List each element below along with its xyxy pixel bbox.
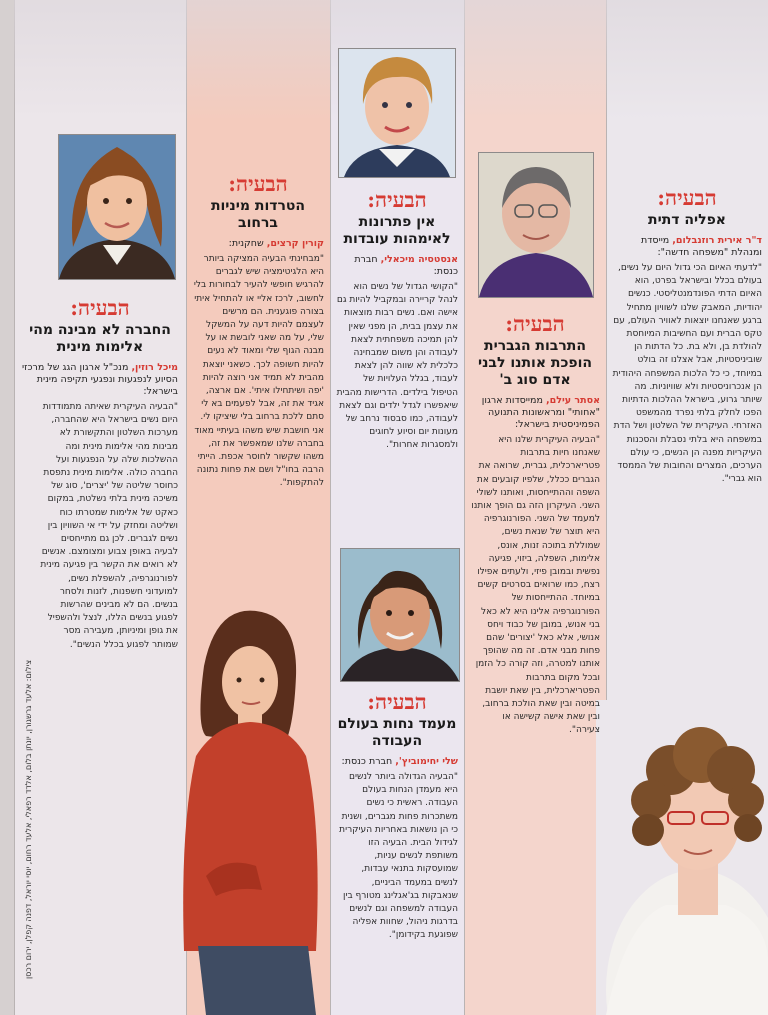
problem-tag: הבעיה: <box>228 171 288 196</box>
article-irit-rosenblum <box>612 186 762 702</box>
portrait-illustration <box>59 135 175 279</box>
photo-irit-rosenblum <box>596 700 768 1015</box>
byline <box>612 235 762 259</box>
article-anastasia-michaeli <box>336 188 458 516</box>
byline-name: מיכל רוזין, <box>131 362 178 373</box>
problem-tag: הבעיה: <box>367 187 427 212</box>
byline <box>336 756 458 768</box>
byline-role: ממייסדות ארגון "אחותי" ומראשונות התנועה הפמיניסטית בישראל: <box>481 395 600 430</box>
problem-tag: הבעיה: <box>70 295 130 320</box>
headline: אין פתרונות לאימהות עובדות <box>343 214 451 247</box>
byline-role: שחקנית: <box>228 238 264 249</box>
page-gutter <box>0 0 14 1015</box>
byline-role: חברת כנסת: <box>341 756 393 767</box>
byline <box>22 362 178 398</box>
quote-text: "לדעתי האיום הכי גדול היום על נשים, בעולם בכלל ובישראל בפרט, הוא האיום הדתי הפונדמנטליסטי. כנשים יהודיות, המאבק שלנו לשוויון מתחיל ברגע שאנחנו יוצאות לאוויר העולם, עם טקס הברית ועם החשיבות המיוחסת להולדת בן, ולא בת. כל הדתות הן שוביניסטיות, אבל אצלנו זה בולט במיוחד, כי כל הלכות המשפחה היהודית הן אנכרוניסטיות ולא שוויוניות. מה שיותר גרוע, בישראל ההלכות הדתיות הפכו לחלק בלתי נפרד מהמשפט האזרחי. העיקרית של השלטון ושל הדת במשפחה היא בלתי נסבלת והסכנות העיקריות מפנה הן הנשים, כי עולם הערכים, המצרים והחובות של הממסד הוא גברי". <box>612 263 762 485</box>
portrait-illustration <box>176 606 334 1015</box>
byline-name: ד"ר אירית רוזנבלום, <box>672 235 762 246</box>
article-esther-eilam <box>470 312 600 894</box>
headline: התרבות הגברית הופכת אותנו לבני אדם סוג ב' <box>477 338 593 388</box>
headline: מעמד נחות בעולם העבודה <box>337 716 457 749</box>
byline-name: אסתר עילם, <box>546 395 600 406</box>
byline-role: חברת כנסת: <box>354 254 458 277</box>
portrait-illustration <box>596 700 768 1015</box>
problem-tag: הבעיה: <box>505 311 565 336</box>
quote-text: "הבעיה העיקרית שאיתה מתמודדות היום נשים בישראל היא שהחברה, מערכות השלטון והתקשורת לא מבינות מהי אלימות מינית ומה ההשלכות שלה על הנפגעות ועל החברה כולה. אלימות מינית נתפסת כחוסר שליטה של 'יצרים', סוג של משיכה מינית בלתי נשלטת, במקום כאקט של אלימות שמטרתו כוח ושליטה ומחזק על ידי אי השוויון בין נשים לגברים. לכן גם מתייחסים לבעיה באופן צבוע ומצומצם. אנשים לא רואים את הקשר בין פגיעה מינית לפורנוגרפיה, להשפלת נשים, למועדוני חשפנות, לזנות ולסחר בנשים. הם לא מבינים שהרשות לפגוע בנשים הללו, לנצל ולהשפיל את גופן ומיניותן, מעבירה מסר שמותר לפגוע בכלל הנשים". <box>40 402 178 650</box>
quote-text: "מבחינתי הבעיה המציקה ביותר היא הלגיטימציה שיש לגברים להרגיש חופשי להעיר לבחורות בלי לחשוב, לרכז אליי או להתחיל איתי בצורה פוגענית. הם מרשים לעצמם להיות דעה על המשקל שלי, על מה שאני לובשת או על מבנה הגוף שלי ומאוד לא נעים להיות חשופה לכך. כשאני יוצאת מהבית לא תמיד אני רוצה להיות 'יפה ושיתחילו איתי'. אם ארצה, אגיד את זה, אבל לפעמים בא לי סתם ללכת ברחוב בלי שיציקו לי. אני חושבת שיש משהו בעיתיי מאוד בחברה שלנו שמאפשר את זה, משהו שקשור לחוסר אכפת. הייתי הרבה בחו"ל ושם את פחות נתונה להתקפות". <box>193 254 324 489</box>
quote-text: "הקושי הגדול של נשים הוא לנהל קריירה ובמקביל להיות גם אישה ואם. נשים רבות מוצאות את עצמן בבית, הן מפני שאין להן תמיכה משפחתית לצאת לעבודה והן משום שמבחינה כלכלית לא שווה להן לצאת לעבוד, בגלל העלויות של הטיפול בילדים. הדרישות מהבית שיאפשרו לגדל ילדים וגם לצאת לעבודה, כמו סבסוד נרחב של מעונות יום וסיוע לחוגים ולמסגרות אחרות". <box>336 282 458 451</box>
article-michal-rozin <box>22 296 178 871</box>
photo-shelly-yachimovich <box>340 548 460 682</box>
byline-name: אנסטסיה מיכאלי, <box>380 254 458 265</box>
headline: אפליה דתית <box>648 212 726 228</box>
portrait-illustration <box>339 49 455 177</box>
byline-role: מנכ"ל ארגון הגג של מרכזי הסיוע לנפגעות ונפגעי תקיפה מינית בישראל: <box>22 362 178 397</box>
byline-role: מייסדת ומנהלת "משפחה חדשה": <box>640 235 762 258</box>
photo-michal-rozin <box>58 134 176 280</box>
quote-text: "הבעיה הגדולה ביותר לנשים היא מעמדן הנחות בעולם העבודה. ראשית כי נשים משתכרות פחות מגברים, ושנית כי הן נושאות באחריות העיקרית לגידול הבית. הבעיה הזו משותפת לנשים עניות, שמועסקות בתנאי עבדות, לנשים במעמד הביניים, שנאבקות בג'אגלינג מטורף בין העבודה למשפחה וגם לנשים בדרגות ניהול, שחוות אפליה שפוגעת בקידומן". <box>339 772 458 941</box>
byline <box>192 238 324 250</box>
problem-tag: הבעיה: <box>367 689 427 714</box>
article-corinne-karzim <box>192 172 324 583</box>
byline <box>336 254 458 278</box>
photo-corinne-karzim <box>176 606 334 1015</box>
portrait-illustration <box>341 549 459 681</box>
article-shelly-yachimovich <box>336 690 458 996</box>
headline: הטרדות מיניות ברחוב <box>210 198 306 231</box>
byline <box>470 395 600 431</box>
photo-anastasia-michaeli <box>338 48 456 178</box>
byline-name: קורין קרצים, <box>266 238 324 249</box>
problem-tag: הבעיה: <box>657 185 717 210</box>
headline: החברה לא מבינה מהי אלימות מינית <box>29 322 171 355</box>
photo-esther-eilam <box>478 152 594 298</box>
photo-credit: צילום: אלעד גרשגורן, יונתן בלום, אלדד רפאלי, אלעד רחום, יוסי יוראל, דפנה קפלן, ירום רכסן <box>24 660 33 980</box>
byline-name: שלי יחימוביץ', <box>395 756 458 767</box>
quote-text: "הבעיה העיקרית שלנו היא שאנחנו חיות בתרבות פטריארכלית, גברית, שרואה את הגברים ככלל, שלפיו קובעים את השפה וההתייחסות, ואותנו לשולי השני. העיקרון הזה גם הופך אותנו למעמד של השני. הפורנוגרפיה היא תוצר של שנאת נשים, שמוללת בתוכה זנות, אונס, אלימות, השפלה, ביזוי, פגיעה נפשית ובמובן פיזי, ולעתים אפילו רצח, כמו שרואים בסרטים קשים במיוחד. ההתייחסות של הפורנוגרפיה אלינו היא לא כאל בני אנוש, במובן של כבוד ויחס אנושי, אלא כאל 'יצורים' שהם פחות מבני אדם. זה מה שהופך אותנו למטרה, וזה קורה כל הזמן ובכל מקום בתרבות הפטריארכלית, בין שאת יושבת במיטה ובין שאת הולכת ברחוב, ובין שאת אישה קשישה או צעירה". <box>471 435 600 736</box>
portrait-illustration <box>479 153 593 297</box>
